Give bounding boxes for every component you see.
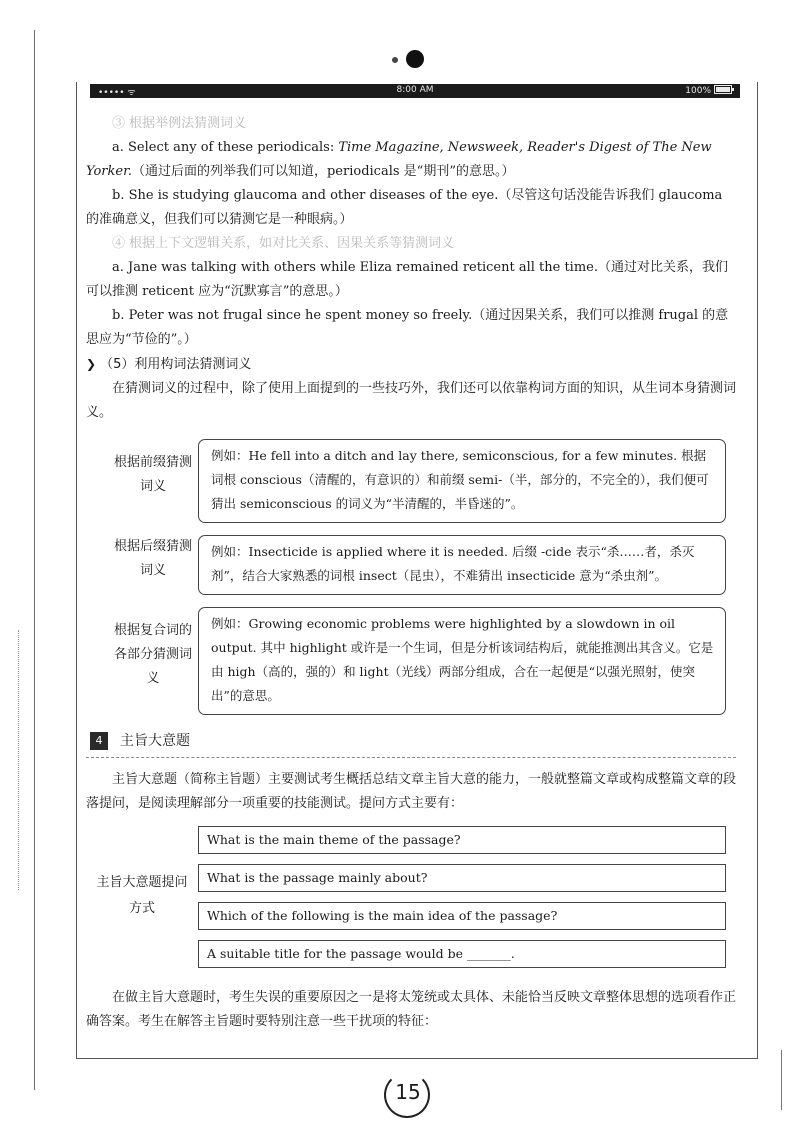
- question-forms-label: 主旨大意题提问方式: [96, 875, 188, 916]
- question-box: What is the main theme of the passage?: [198, 826, 726, 854]
- page-content: [86, 112, 736, 1034]
- section-number-badge: 4: [90, 732, 108, 750]
- paragraph-b1: b. She is studying glaucoma and other diseases of the eye.（尽管这句话没能告诉我们 glaucoma 的准确意义，但我们可以猜测它是一种眼病。）: [86, 188, 723, 227]
- sensor-dot: [392, 57, 398, 63]
- signal-icon: ••••• ᯤ: [98, 88, 136, 98]
- battery-icon: [714, 85, 732, 94]
- question-box: What is the passage mainly about?: [198, 864, 726, 892]
- status-bar: [90, 84, 740, 98]
- section-outro: 在做主旨大意题时，考生失误的重要原因之一是将太笼统或太具体、未能恰当反映文章整体思想的选项看作正确答案。考生在解答主旨题时要特别注意一些干扰项的特征：: [86, 990, 737, 1029]
- example-label: 根据前缀猜测词义: [113, 455, 192, 494]
- page-number: [380, 1066, 436, 1116]
- example-box: 例如：He fell into a ditch and lay there, semiconscious, for a few minutes. 根据词根 conscious（清醒的，有意识的）和前缀 semi-（半，部分的，不完全的），我们便可猜出 semiconscious 的词义为“半清醒的，半昏迷的”。: [198, 439, 726, 523]
- section-title: 主旨大意题: [120, 733, 190, 749]
- example-label: 根据复合词的各部分猜测词义: [113, 623, 192, 686]
- section-heading: [86, 729, 736, 758]
- page-number-value: 15: [395, 1080, 421, 1104]
- subheading-5: ❯ （5）利用构词法猜测词义: [86, 352, 736, 377]
- paragraph-b2: b. Peter was not frugal since he spent money so freely.（通过因果关系，我们可以推测 frugal 的意思应为“节俭的”。）: [86, 308, 729, 347]
- example-box: 例如：Growing economic problems were highlighted by a slowdown in oil output. 其中 highlight 或许是一个生词，但是分析该词结构后，就能推测出其含义。它是由 high（高的，强的）和 light（光线）两部分组成，合在一起便是“以强光照射，使突出”的意思。: [198, 607, 726, 715]
- question-box: A suitable title for the passage would be _______.: [198, 940, 726, 968]
- camera-lens: [406, 50, 424, 68]
- chevron-right-icon: ❯: [86, 357, 97, 371]
- question-box: Which of the following is the main idea of the passage?: [198, 902, 726, 930]
- paragraph-a2: a. Jane was talking with others while Eliza remained reticent all the time.（通过对比关系，我们可以推测 reticent 应为“沉默寡言”的意思。）: [86, 260, 728, 299]
- example-box: 例如：Insecticide is applied where it is needed. 后缀 -cide 表示“杀……者，杀灭剂”，结合大家熟悉的词根 insect（昆虫），不难猜出 insecticide 意为“杀虫剂”。: [198, 535, 726, 595]
- example-row-suffix: [86, 535, 736, 595]
- paragraph-intro5: 在猜测词义的过程中，除了使用上面提到的一些技巧外，我们还可以依靠构词方面的知识，从生词本身猜测词义。: [86, 381, 737, 420]
- example-row-prefix: [86, 439, 736, 523]
- periodicals-list: Time Magazine, Newsweek, Reader's Digest of The New Yorker.: [86, 140, 712, 179]
- battery-indicator: [685, 85, 732, 96]
- scan-dotted-edge: [18, 630, 20, 890]
- paragraph-a1: a. Select any of these periodicals: Time Magazine, Newsweek, Reader's Digest of The New Yorker.（通过后面的列举我们可以知道，periodicals 是“期刊”的意思。）: [86, 140, 712, 179]
- example-label: 根据后缀猜测词义: [113, 539, 192, 578]
- status-time: 8:00 AM: [396, 85, 434, 95]
- scan-edge-right: [781, 1050, 782, 1110]
- faded-heading-3: ③ 根据举例法猜测词义: [112, 116, 247, 131]
- question-forms: [86, 826, 736, 974]
- section-intro: 主旨大意题（简称主旨题）主要测试考生概括总结文章主旨大意的能力，一般就整篇文章或构成整篇文章的段落提问，是阅读理解部分一项重要的技能测试。提问方式主要有：: [86, 772, 737, 811]
- battery-percent: 100%: [685, 86, 711, 96]
- device-camera: [388, 50, 448, 70]
- faded-heading-4: ④ 根据上下文逻辑关系，如对比关系、因果关系等猜测词义: [112, 236, 455, 251]
- scan-edge-line: [34, 30, 35, 1090]
- example-row-compound: [86, 607, 736, 715]
